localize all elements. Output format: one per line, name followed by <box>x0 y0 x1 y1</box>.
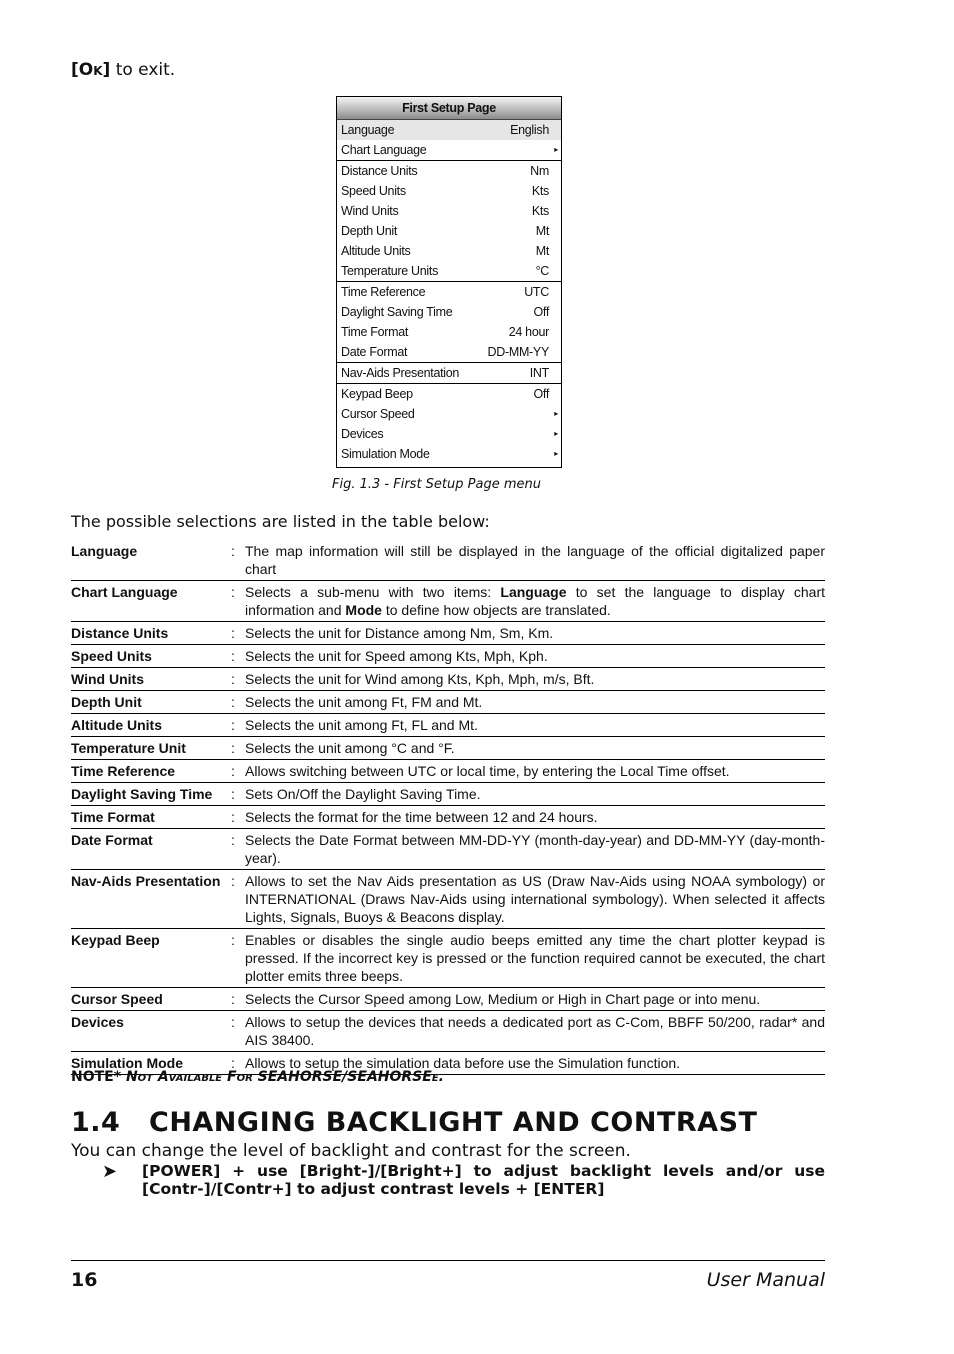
table-row <box>71 829 825 870</box>
table-term: Altitude Units <box>71 717 162 733</box>
menu-item-value: Kts <box>531 184 549 198</box>
table-row <box>71 806 825 829</box>
section-number: 1.4 <box>71 1107 121 1138</box>
table-description: Sets On/Off the Daylight Saving Time. <box>245 786 481 802</box>
table-description: The map information will still be displayed in the language of the official digitalized paper chart <box>245 543 825 577</box>
menu-item-value: DD-MM-YY <box>487 345 549 359</box>
table-row <box>71 929 825 988</box>
table-colon: : <box>231 991 235 1007</box>
menu-item-value: °C <box>535 264 549 278</box>
table-term: Daylight Saving Time <box>71 786 213 802</box>
submenu-arrow-icon: ▸ <box>554 449 558 458</box>
page-number: 16 <box>71 1269 98 1291</box>
table-row <box>71 870 825 929</box>
table-row <box>71 622 825 645</box>
menu-item-label: Wind Units <box>341 204 399 218</box>
menu-item[interactable] <box>337 322 561 342</box>
menu-item[interactable] <box>337 444 561 464</box>
menu-item-label: Distance Units <box>341 164 418 178</box>
table-term: Time Reference <box>71 763 176 779</box>
menu-title: First Setup Page <box>337 97 561 120</box>
table-colon: : <box>231 786 235 802</box>
table-row <box>71 714 825 737</box>
menu-item-value: Off <box>533 387 549 401</box>
table-term: Keypad Beep <box>71 932 160 948</box>
table-row <box>71 581 825 622</box>
submenu-arrow-icon: ▸ <box>554 429 558 438</box>
section-heading <box>71 1107 757 1138</box>
table-row <box>71 691 825 714</box>
table-row <box>71 1011 825 1052</box>
menu-item-value: Mt <box>535 244 549 258</box>
table-colon: : <box>231 809 235 825</box>
table-description: Selects the unit for Speed among Kts, Mph, Kph. <box>245 648 548 664</box>
table-description: Selects the unit for Distance among Nm, Sm, Km. <box>245 625 554 641</box>
menu-item[interactable] <box>337 201 561 221</box>
table-description: Selects the unit among Ft, FM and Mt. <box>245 694 483 710</box>
menu-item[interactable] <box>337 161 561 181</box>
menu-item-label: Devices <box>341 427 384 441</box>
ok-key-label: [Ok] <box>71 60 111 80</box>
table-term: Wind Units <box>71 671 144 687</box>
menu-group <box>337 161 561 282</box>
menu-item-value: INT <box>529 366 549 380</box>
table-colon: : <box>231 625 235 641</box>
footer-title: User Manual <box>706 1269 825 1291</box>
menu-item[interactable] <box>337 241 561 261</box>
table-row <box>71 737 825 760</box>
table-row <box>71 668 825 691</box>
table-term: Simulation Mode <box>71 1055 183 1071</box>
menu-item-value: Kts <box>531 204 549 218</box>
menu-item-label: Nav-Aids Presentation <box>341 366 460 380</box>
table-term: Depth Unit <box>71 694 142 710</box>
menu-item-label: Temperature Units <box>341 264 439 278</box>
menu-item[interactable] <box>337 282 561 302</box>
menu-group <box>337 384 561 464</box>
table-term: Devices <box>71 1014 124 1030</box>
table-term: Language <box>71 543 138 559</box>
table-colon: : <box>231 932 235 948</box>
table-description: Selects the unit for Wind among Kts, Kph, Mph, m/s, Bft. <box>245 671 595 687</box>
table-row <box>71 760 825 783</box>
table-row <box>71 645 825 668</box>
menu-item-label: Speed Units <box>341 184 406 198</box>
menu-item-label: Daylight Saving Time <box>341 305 453 319</box>
menu-group <box>337 120 561 161</box>
menu-item-value: English <box>510 123 549 137</box>
menu-item-label: Altitude Units <box>341 244 411 258</box>
submenu-arrow-icon: ▸ <box>554 145 558 154</box>
selections-table <box>71 540 825 1075</box>
section-intro: You can change the level of backlight and contrast for the screen. <box>71 1141 631 1161</box>
table-description-keyword: Language <box>500 584 567 600</box>
table-term: Cursor Speed <box>71 991 163 1007</box>
table-colon: : <box>231 1055 235 1071</box>
exit-instruction <box>71 60 175 80</box>
table-term: Time Format <box>71 809 155 825</box>
menu-item-label: Time Reference <box>341 285 426 299</box>
menu-item[interactable] <box>337 342 561 362</box>
table-description-keyword: Mode <box>345 602 382 618</box>
table-intro: The possible selections are listed in the table below: <box>71 512 490 531</box>
menu-item[interactable] <box>337 424 561 444</box>
table-colon: : <box>231 873 235 889</box>
menu-item-value: Mt <box>535 224 549 238</box>
table-term: Distance Units <box>71 625 169 641</box>
menu-item[interactable] <box>337 181 561 201</box>
table-colon: : <box>231 584 235 600</box>
table-description-text: to set the language to display chart information and <box>245 584 825 618</box>
menu-group <box>337 363 561 384</box>
table-description: Selects the Cursor Speed among Low, Medium or High in Chart page or into menu. <box>245 991 761 1007</box>
arrow-bullet-icon: ➤ <box>102 1161 118 1182</box>
menu-item-label: Keypad Beep <box>341 387 413 401</box>
menu-item-value: Nm <box>530 164 549 178</box>
table-colon: : <box>231 832 235 848</box>
table-colon: : <box>231 763 235 779</box>
menu-item-label: Simulation Mode <box>341 447 430 461</box>
table-colon: : <box>231 671 235 687</box>
menu-item[interactable] <box>337 404 561 424</box>
table-description <box>245 583 825 619</box>
table-row <box>71 783 825 806</box>
menu-item-label: Date Format <box>341 345 408 359</box>
exit-text: to exit. <box>110 60 176 80</box>
table-description: Allows switching between UTC or local time, by entering the Local Time offset. <box>245 763 730 779</box>
menu-item[interactable] <box>337 120 561 140</box>
table-description-text: Selects a sub-menu with two items: <box>245 584 501 600</box>
menu-item[interactable] <box>337 302 561 322</box>
note <box>71 1069 444 1085</box>
table-colon: : <box>231 740 235 756</box>
note-text: Not Available For SEAHORSE/SEAHORSEe. <box>125 1069 444 1085</box>
backlight-instruction: [POWER] + use [Bright-]/[Bright+] to adjust backlight levels and/or use [Contr-]/[Contr+] to adjust contrast levels + [ENTER] <box>142 1162 825 1198</box>
table-term: Chart Language <box>71 584 178 600</box>
table-term: Nav-Aids Presentation <box>71 873 221 889</box>
figure-caption-text: Fig. 1.3 - First Setup Page menu <box>332 477 541 492</box>
table-description: Selects the unit among °C and °F. <box>245 740 455 756</box>
table-colon: : <box>231 543 235 559</box>
menu-groups <box>337 120 561 464</box>
menu-item-label: Cursor Speed <box>341 407 415 421</box>
menu-item[interactable] <box>337 384 561 404</box>
table-colon: : <box>231 1014 235 1030</box>
table-description: Selects the Date Format between MM-DD-YY (month-day-year) and DD-MM-YY (day-month-year). <box>245 832 825 866</box>
menu-group <box>337 282 561 363</box>
table-description: Enables or disables the single audio beeps emitted any time the chart plotter keypad is pressed. If the incorrect key is pressed or the function required cannot be executed, the chart plotter emits three beeps. <box>245 932 825 984</box>
table-colon: : <box>231 694 235 710</box>
table-row <box>71 988 825 1011</box>
menu-item-label: Depth Unit <box>341 224 398 238</box>
menu-item-label: Chart Language <box>341 143 427 157</box>
menu-item-value: Off <box>533 305 549 319</box>
section-title: CHANGING BACKLIGHT AND CONTRAST <box>149 1107 758 1138</box>
menu-item-label: Language <box>341 123 395 137</box>
menu-item[interactable] <box>337 221 561 241</box>
table-description-text: to define how objects are translated. <box>381 602 611 618</box>
table-description: Allows to setup the simulation data before use the Simulation function. <box>245 1055 681 1071</box>
table-description: Selects the unit among Ft, FL and Mt. <box>245 717 478 733</box>
menu-item-label: Time Format <box>341 325 409 339</box>
table-row <box>71 540 825 581</box>
menu-item[interactable] <box>337 140 561 160</box>
table-description: Allows to set the Nav Aids presentation as US (Draw Nav-Aids using NOAA symbology) or INTERNATIONAL (Draws Nav-Aids using international symbology). When selected it affects Lights, Signals, Buoys & Beacons display. <box>245 873 825 925</box>
table-term: Speed Units <box>71 648 152 664</box>
menu-item-value: UTC <box>524 285 549 299</box>
table-colon: : <box>231 648 235 664</box>
table-description: Allows to setup the devices that needs a dedicated port as C-Com, BBFF 50/200, radar* and AIS 38400. <box>245 1014 825 1048</box>
menu-item[interactable] <box>337 261 561 281</box>
table-term: Temperature Unit <box>71 740 186 756</box>
table-description: Selects the format for the time between 12 and 24 hours. <box>245 809 598 825</box>
first-setup-page-menu <box>336 96 562 468</box>
submenu-arrow-icon: ▸ <box>554 409 558 418</box>
note-label: NOTE* <box>71 1069 122 1085</box>
table-term: Date Format <box>71 832 153 848</box>
table-colon: : <box>231 717 235 733</box>
footer-rule <box>71 1260 825 1261</box>
menu-item-value: 24 hour <box>508 325 549 339</box>
menu-item[interactable] <box>337 363 561 383</box>
